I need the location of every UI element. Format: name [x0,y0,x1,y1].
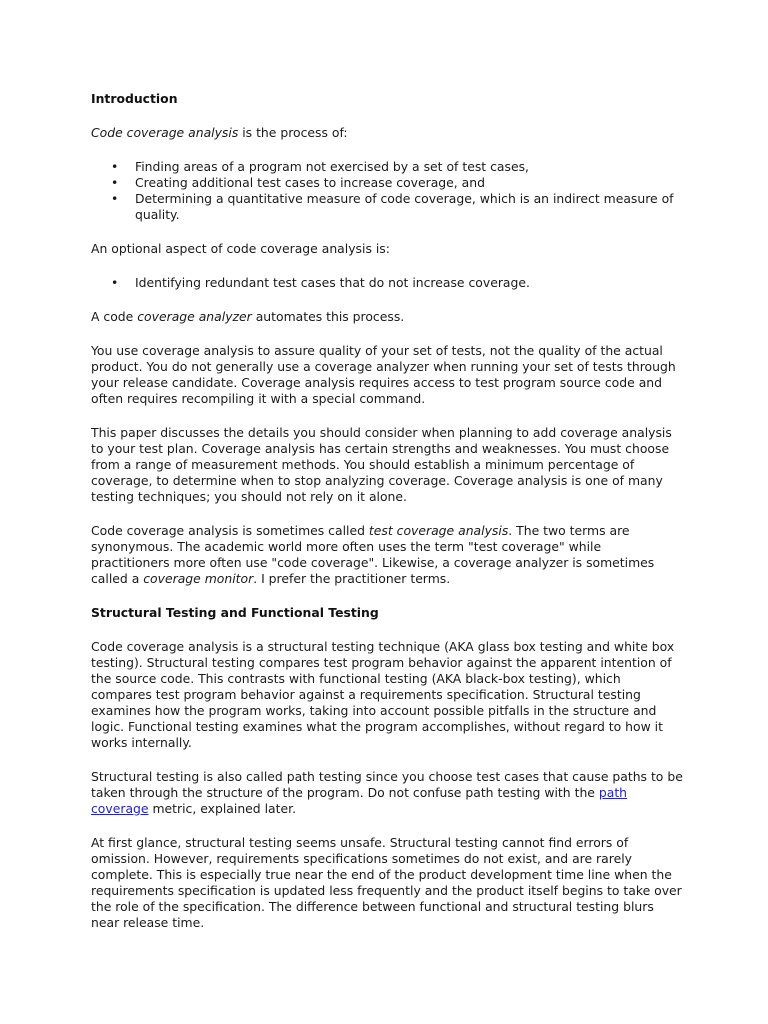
structural-paragraph-2: Structural testing is also called path testing since you choose test cases that cause paths to be taken through the structure of the program. Do not confuse path testing with the path coverage metric, explained later. [91,769,683,816]
list-item: • Determining a quantitative measure of code coverage, which is an indirect measure of quality. [135,191,683,223]
list-item: • Finding areas of a program not exercised by a set of test cases, [135,159,683,175]
path-coverage-link[interactable]: path coverage [91,785,628,816]
term-code-coverage-analysis: Code coverage analysis [91,125,239,140]
intro-paragraph-2: An optional aspect of code coverage analysis is: [91,241,390,256]
structural-paragraph-3: At first glance, structural testing seems unsafe. Structural testing cannot find errors of omission. However, requirements specifications sometimes do not exist, and are rarely complete. This is especially true near the end of the product development time line when the requirements specification is updated less frequently and the product itself begins to take over the role of the specification. The difference between functional and structural testing blurs near release time. [91,835,682,930]
list-item: • Creating additional test cases to increase coverage, and [135,175,683,191]
term-coverage-monitor: coverage monitor [143,571,254,586]
intro-paragraph-6: Code coverage analysis is sometimes called test coverage analysis. The two terms are synonymous. The academic world more often uses the term "test coverage" while practitioners more often use "code coverage". Likewise, a coverage analyzer is sometimes called a coverage monitor. I prefer the practitioner terms. [91,523,655,586]
optional-bullet-list [91,275,683,291]
process-bullet-list [91,159,683,223]
introduction-heading: Introduction [91,91,178,106]
document-page [91,91,683,931]
structural-testing-heading: Structural Testing and Functional Testing [91,605,379,620]
intro-paragraph-5: This paper discusses the details you should consider when planning to add coverage analysis to your test plan. Coverage analysis has certain strengths and weaknesses. You must choose from a range of measurement methods. You should establish a minimum percentage of coverage, to determine when to stop analyzing coverage. Coverage analysis is one of many testing techniques; you should not rely on it alone. [91,425,672,504]
intro-paragraph-4: You use coverage analysis to assure quality of your set of tests, not the quality of the actual product. You do not generally use a coverage analyzer when running your set of tests through your release candidate. Coverage analysis requires access to test program source code and often requires recompiling it with a special command. [91,343,676,406]
term-test-coverage-analysis: test coverage analysis [368,523,509,538]
list-item: • Identifying redundant test cases that do not increase coverage. [135,275,683,291]
intro-paragraph-1: Code coverage analysis is the process of: [91,125,348,140]
intro-paragraph-3: A code coverage analyzer automates this process. [91,309,405,324]
term-coverage-analyzer: coverage analyzer [137,309,252,324]
structural-paragraph-1: Code coverage analysis is a structural testing technique (AKA glass box testing and white box testing). Structural testing compares test program behavior against the apparent intention of the source code. This contrasts with functional testing (AKA black-box testing), which compares test program behavior against a requirements specification. Structural testing examines how the program works, taking into account possible pitfalls in the structure and logic. Functional testing examines what the program accomplishes, without regard to how it works internally. [91,639,675,750]
